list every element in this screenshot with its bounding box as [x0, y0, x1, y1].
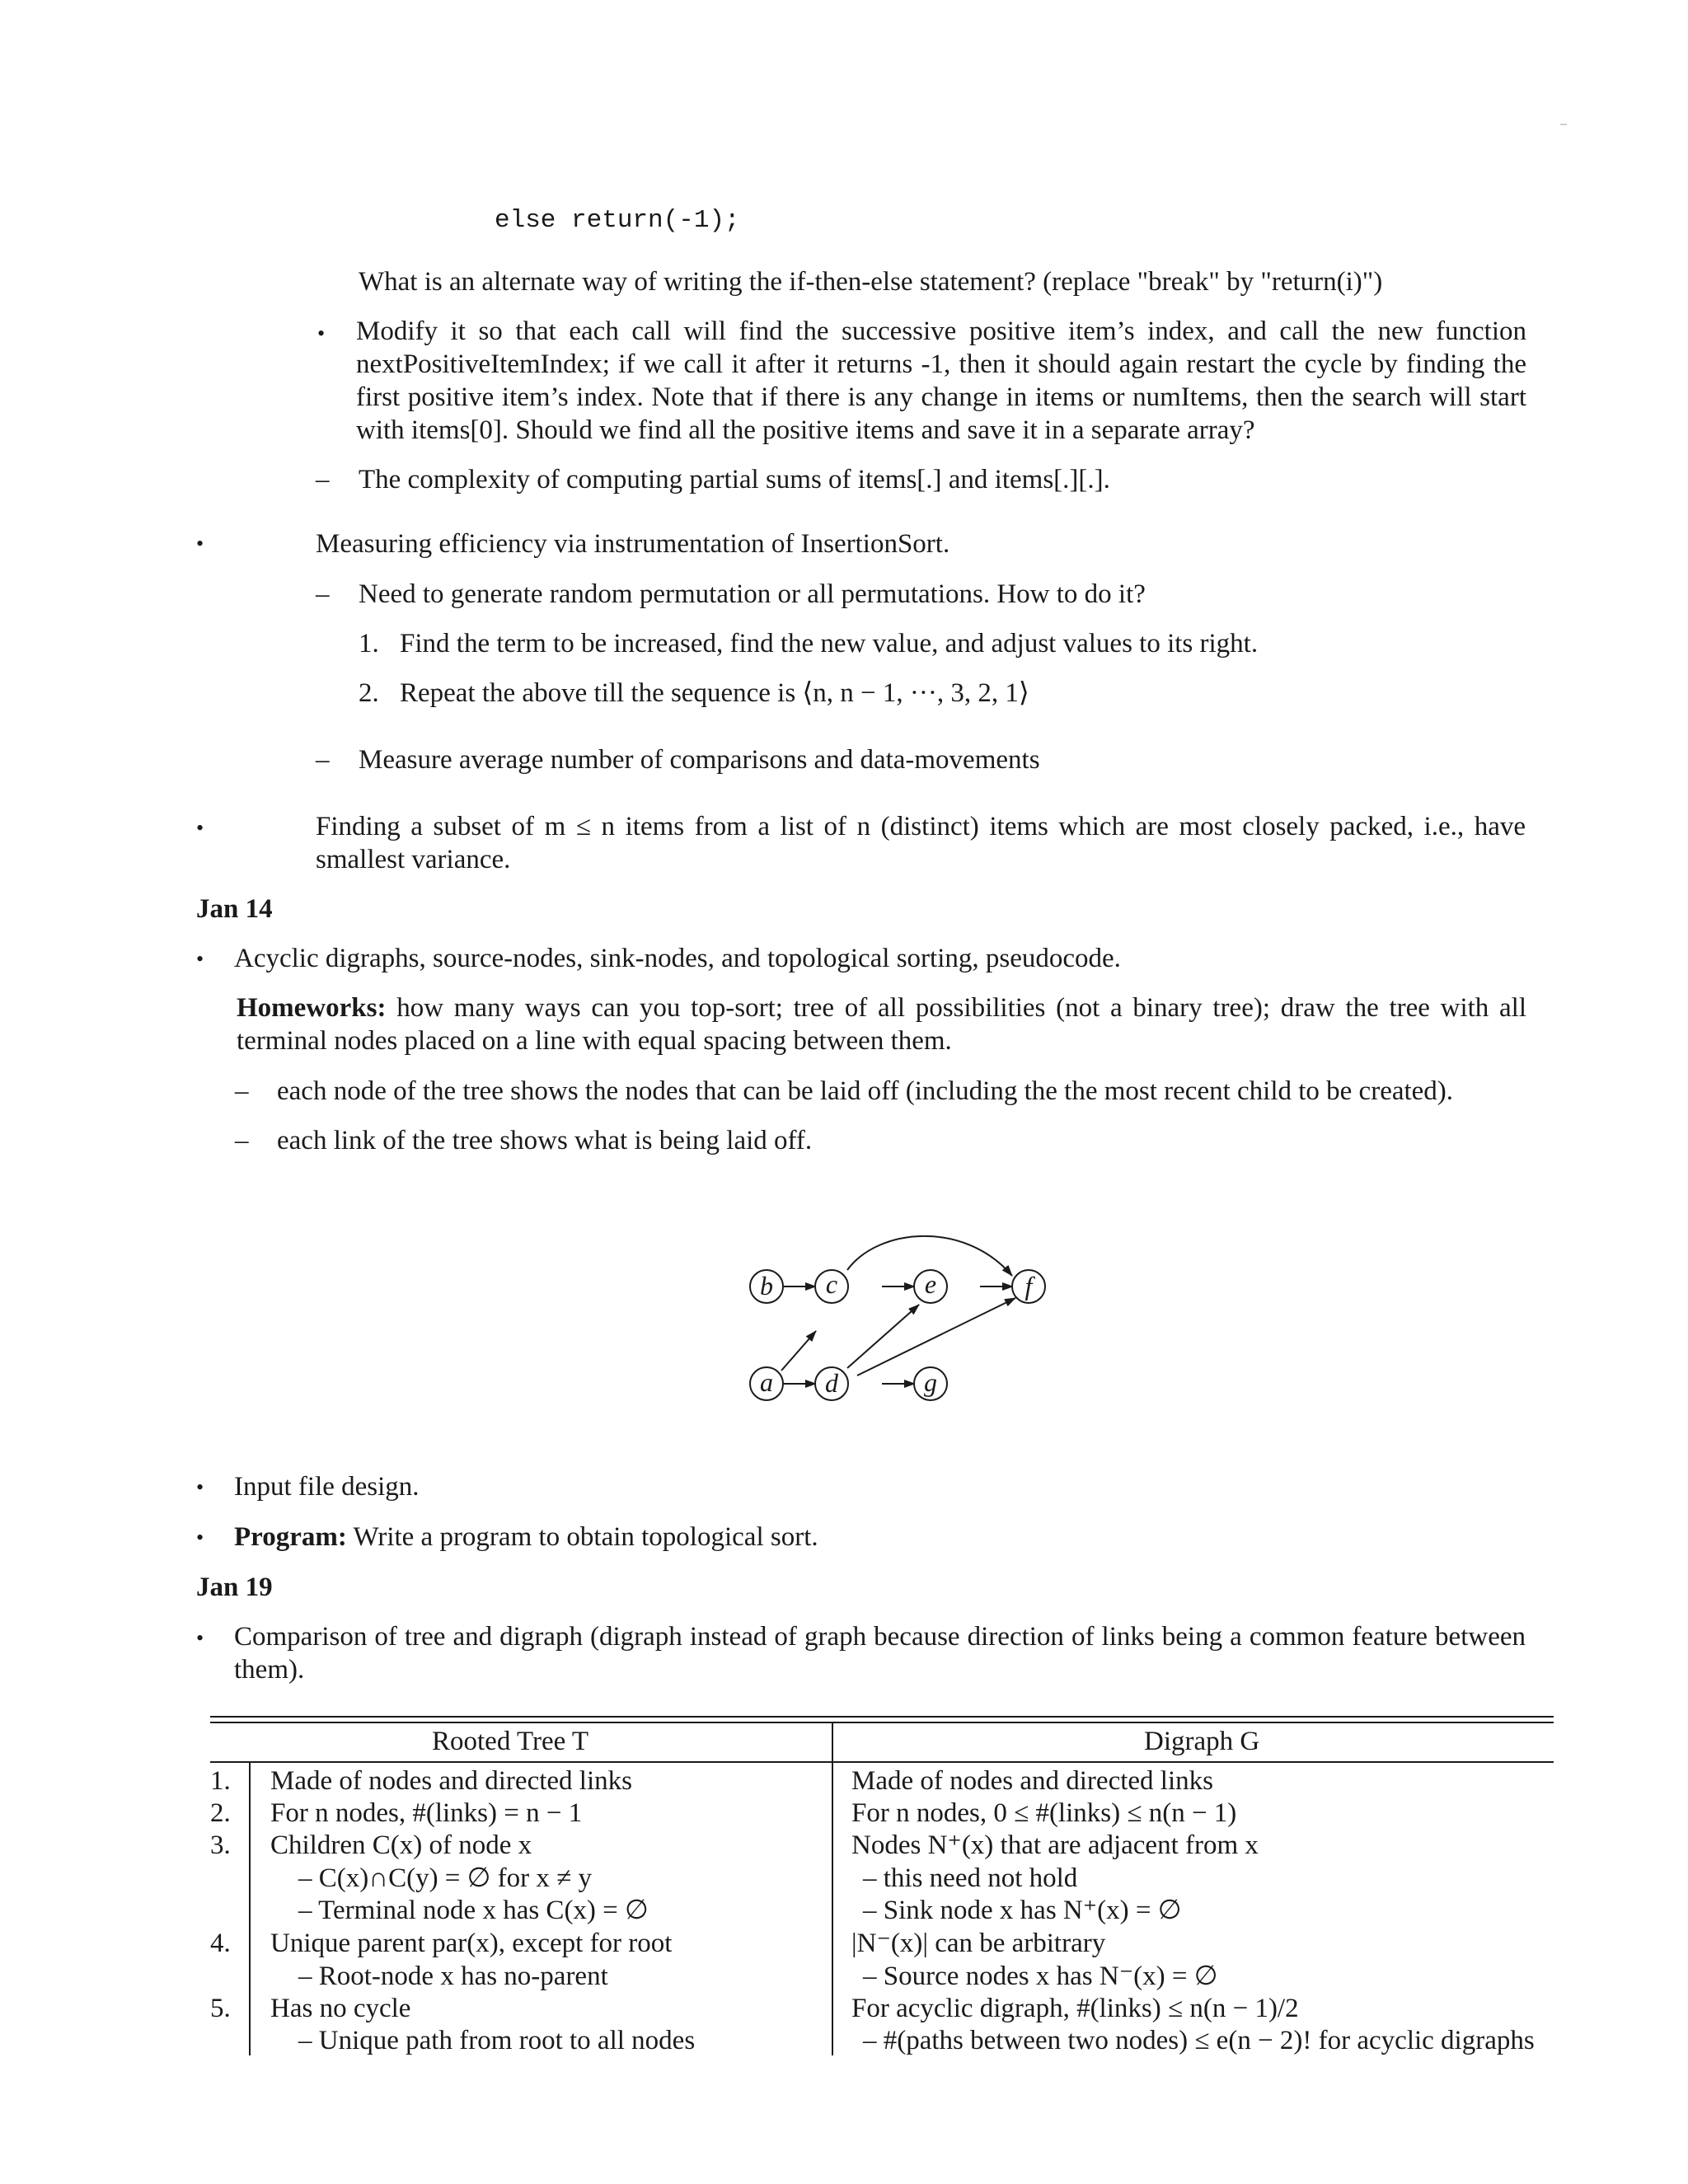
table-cell-right: For acyclic digraph, #(links) ≤ n(n − 1)/2 — [851, 1994, 1299, 2023]
dash-link-text: each link of the tree shows what is being laid off. — [277, 1126, 813, 1155]
homeworks-label: Homeworks: — [237, 993, 387, 1023]
edge-d-e — [847, 1305, 919, 1368]
table-cell-right: Made of nodes and directed links — [851, 1766, 1213, 1796]
table-cell-right: – #(paths between two nodes) ≤ e(n − 2)! for acyclic digraphs — [863, 2026, 1535, 2055]
table-row-number: 4. — [210, 1929, 231, 1958]
step-text: Repeat the above till the sequence is ⟨n, n − 1, ···, 3, 2, 1⟩ — [400, 678, 1029, 708]
table-rule-header — [210, 1761, 1554, 1763]
bullet-measuring-text: Measuring efficiency via instrumentation of InsertionSort. — [316, 529, 950, 559]
table-cell-left: For n nodes, #(links) = n − 1 — [270, 1798, 583, 1828]
dash-node-text: each node of the tree shows the nodes that can be laid off (including the the most recent child to be created). — [277, 1076, 1454, 1106]
table-cell-right: Nodes N⁺(x) that are adjacent from x — [851, 1830, 1259, 1860]
node-label-d: d — [825, 1368, 838, 1398]
node-label-b: b — [760, 1271, 773, 1301]
corner-mark — [1560, 124, 1567, 125]
node-label-e: e — [924, 1269, 937, 1299]
table-cell-right: – this need not hold — [863, 1863, 1078, 1893]
edge-a-c — [781, 1331, 816, 1371]
bullet-dot: • — [196, 532, 204, 555]
dash-mark: – — [235, 1076, 249, 1106]
table-row-number: 3. — [210, 1830, 231, 1860]
dash-generate-text: Need to generate random permutation or all permutations. How to do it? — [359, 579, 1146, 609]
table-rule-top-2 — [210, 1722, 1554, 1723]
table-cell-right: |N⁻(x)| can be arbitrary — [851, 1929, 1106, 1958]
table-cell-right: – Sink node x has N⁺(x) = ∅ — [863, 1896, 1182, 1925]
table-divider-num — [249, 1761, 251, 2055]
dash-mark: – — [235, 1126, 249, 1155]
node-label-g: g — [924, 1367, 937, 1397]
dash-mark: – — [316, 745, 330, 775]
table-cell-left: Made of nodes and directed links — [270, 1766, 632, 1796]
edge-d-f — [857, 1298, 1015, 1376]
code-line: else return(-1); — [495, 206, 740, 235]
step-text: Find the term to be increased, find the new value, and adjust values to its right. — [400, 629, 1259, 658]
digraph-figure — [692, 1203, 1071, 1418]
dash-complexity-text: The complexity of computing partial sums of items[.] and items[.][.]. — [359, 465, 1110, 494]
step-number: 2. — [359, 678, 379, 708]
bullet-dot: • — [317, 321, 326, 345]
bullet-dot: • — [196, 1626, 204, 1650]
table-cell-right: For n nodes, 0 ≤ #(links) ≤ n(n − 1) — [851, 1798, 1237, 1828]
table-cell-left: Children C(x) of node x — [270, 1830, 532, 1860]
heading-jan-14: Jan 14 — [196, 894, 273, 924]
table-cell-right: – Source nodes x has N⁻(x) = ∅ — [863, 1961, 1218, 1991]
bullet-dot: • — [196, 816, 204, 840]
table-divider-middle — [832, 1722, 833, 2055]
node-label-f: f — [1025, 1271, 1033, 1301]
bullet-subset-text: Finding a subset of m ≤ n items from a list of n (distinct) items which are most closely packed, i.e., have smallest variance. — [316, 812, 1526, 874]
table-cell-left: – C(x)∩C(y) = ∅ for x ≠ y — [298, 1863, 593, 1893]
bullet-input-text: Input file design. — [234, 1472, 420, 1502]
bullet-dot: • — [196, 947, 204, 971]
table-cell-left: Has no cycle — [270, 1994, 411, 2023]
bullet-dot: • — [196, 1475, 204, 1499]
bullet-acyclic-text: Acyclic digraphs, source-nodes, sink-nodes, and topological sorting, pseudocode. — [234, 944, 1121, 973]
program-label: Program: — [234, 1522, 347, 1552]
dash-measure-text: Measure average number of comparisons and data-movements — [359, 745, 1040, 775]
table-cell-left: – Root-node x has no-parent — [298, 1961, 608, 1991]
bullet-comparison-text: Comparison of tree and digraph (digraph instead of graph because direction of links being a common feature between them). — [234, 1622, 1526, 1685]
program-text: Write a program to obtain topological sort. — [353, 1522, 818, 1552]
homeworks-paragraph — [237, 991, 1526, 1057]
node-label-c: c — [825, 1269, 838, 1299]
dash-mark: – — [316, 465, 330, 494]
table-row-number: 5. — [210, 1994, 231, 2023]
table-row-number: 2. — [210, 1798, 231, 1828]
table-cell-left: – Terminal node x has C(x) = ∅ — [298, 1896, 649, 1925]
bullet-dot: • — [196, 1526, 204, 1549]
table-header-digraph: Digraph G — [1144, 1727, 1260, 1756]
table-row-number: 1. — [210, 1766, 231, 1796]
node-label-a: a — [760, 1367, 773, 1397]
table-header-rooted-tree: Rooted Tree T — [432, 1727, 589, 1756]
table-cell-left: – Unique path from root to all nodes — [298, 2026, 696, 2055]
bullet-modify-text: Modify it so that each call will find the successive positive item’s index, and call the new function nextPositiveItemIndex; if we call it after it returns -1, then it should again restart the cycle by finding the first positive item’s index. Note that if there is any change in items or numItems, then the search will start with items[0]. Should we find all the positive items and save it in a separate array? — [356, 316, 1526, 445]
table-rule-top — [210, 1716, 1554, 1718]
dash-mark: – — [316, 579, 330, 609]
homeworks-text: how many ways can you top-sort; tree of all possibilities (not a binary tree); draw the tree with all terminal nodes placed on a line with equal spacing between them. — [237, 993, 1527, 1056]
step-number: 1. — [359, 629, 379, 658]
question-alternate: What is an alternate way of writing the if-then-else statement? (replace "break" by "return(i)") — [359, 267, 1383, 297]
table-cell-left: Unique parent par(x), except for root — [270, 1929, 673, 1958]
program-line — [234, 1521, 818, 1554]
heading-jan-19: Jan 19 — [196, 1572, 273, 1602]
